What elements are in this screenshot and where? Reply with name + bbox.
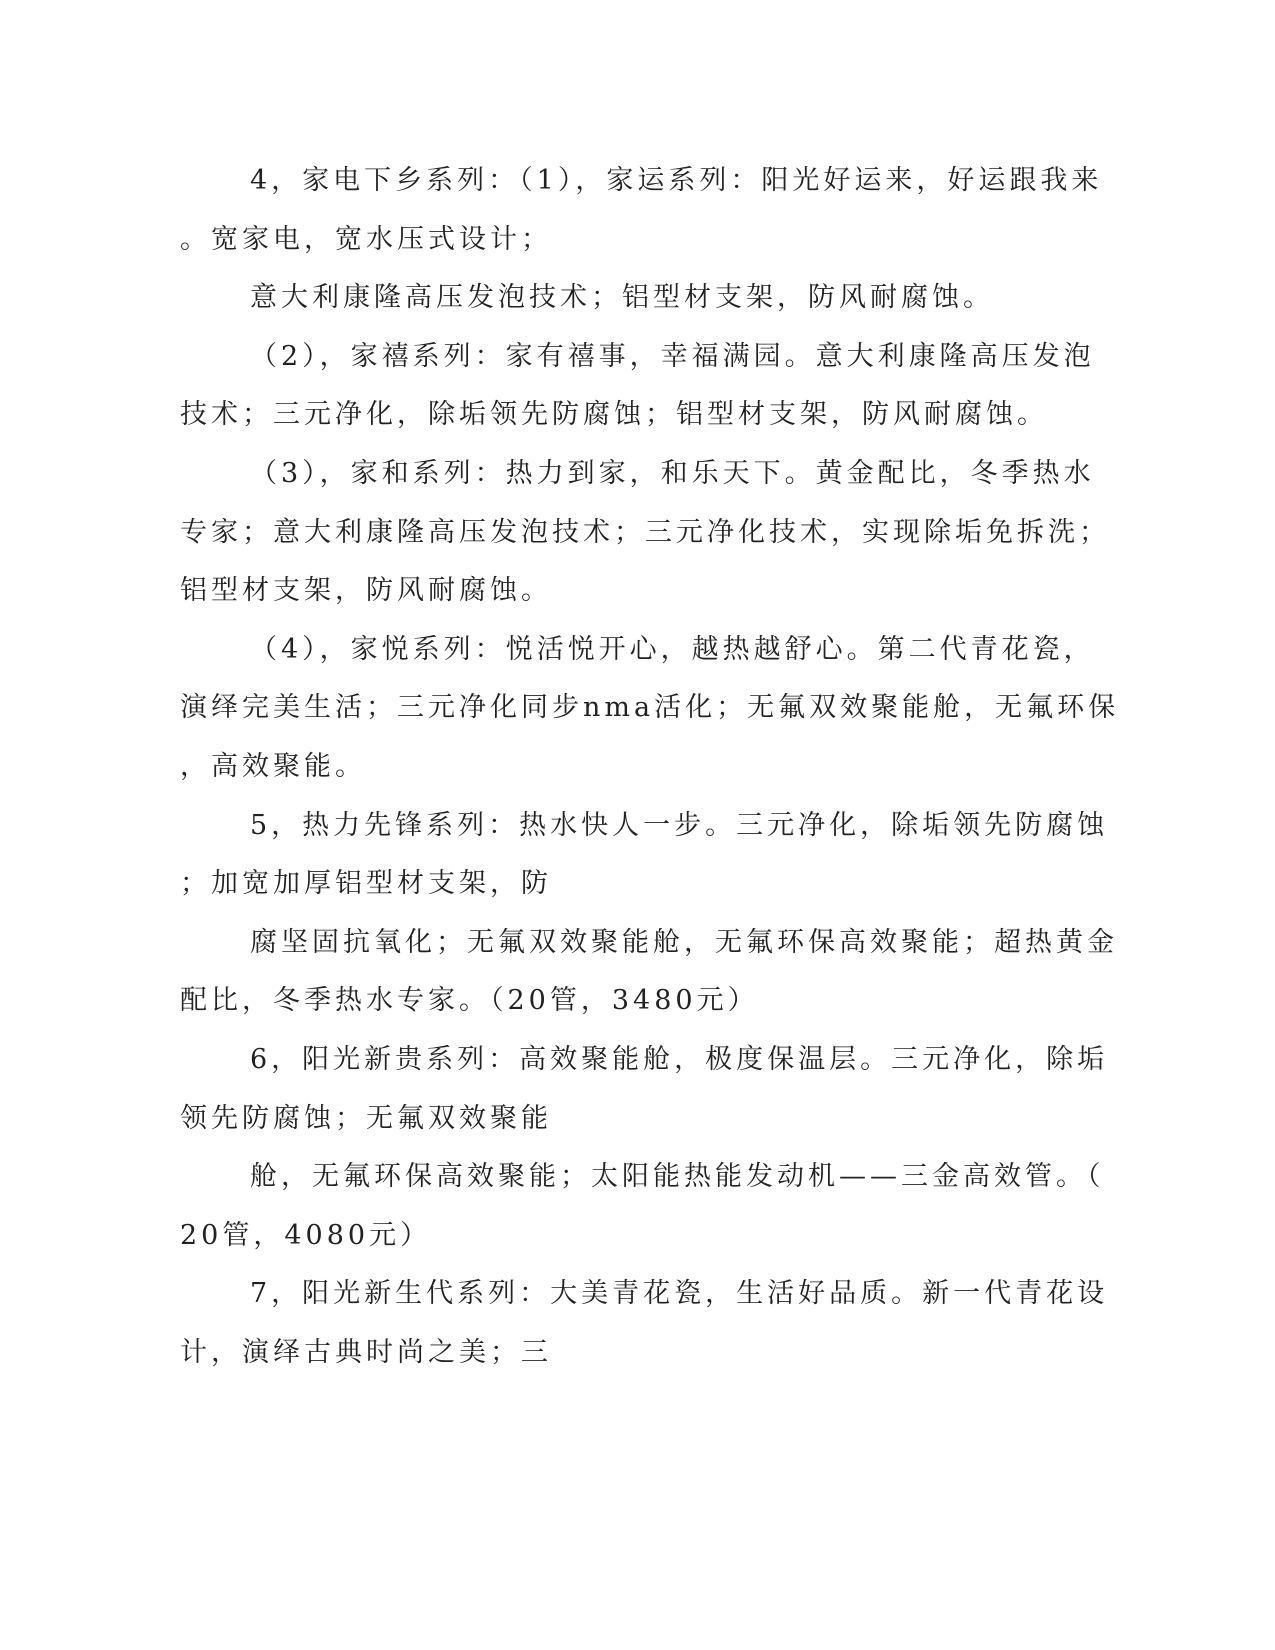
text-line: 4，家电下乡系列：（1），家运系列：阳光好运来，好运跟我来 (250, 165, 1103, 196)
text-line: （3），家和系列：热力到家，和乐天下。黄金配比，冬季热水 (250, 458, 1095, 489)
text-line: 。宽家电，宽水压式设计； (180, 224, 552, 255)
text-line: 6，阳光新贵系列：高效聚能舱，极度保温层。三元净化，除垢 (250, 1044, 1109, 1075)
text-line: 配比，冬季热水专家。（20管，3480元） (180, 985, 759, 1016)
text-line: 专家；意大利康隆高压发泡技术；三元净化技术，实现除垢免拆洗； (180, 517, 1110, 548)
text-line: 意大利康隆高压发泡技术；铝型材支架，防风耐腐蚀。 (250, 282, 994, 313)
text-line: ；加宽加厚铝型材支架，防 (180, 868, 552, 899)
text-line: 铝型材支架，防风耐腐蚀。 (180, 575, 552, 606)
text-line: 技术；三元净化，除垢领先防腐蚀；铝型材支架，防风耐腐蚀。 (180, 399, 1048, 430)
text-line: 7，阳光新生代系列：大美青花瓷，生活好品质。新一代青花设 (250, 1278, 1109, 1309)
text-line: 计，演绎古典时尚之美；三 (180, 1337, 552, 1368)
text-line: 20管，4080元） (180, 1220, 432, 1251)
text-line: （2），家禧系列：家有禧事，幸福满园。意大利康隆高压发泡 (250, 341, 1095, 372)
text-line: 舱，无氟环保高效聚能；太阳能热能发动机——三金高效管。（ (250, 1161, 1105, 1192)
text-line: （4），家悦系列：悦活悦开心，越热越舒心。第二代青花瓷， (250, 634, 1095, 665)
text-line: ，高效聚能。 (180, 751, 366, 782)
text-line: 演绎完美生活；三元净化同步nma活化；无氟双效聚能舱，无氟环保 (180, 692, 1120, 723)
text-line: 腐坚固抗氧化；无氟双效聚能舱，无氟环保高效聚能；超热黄金 (250, 927, 1118, 958)
text-line: 5，热力先锋系列：热水快人一步。三元净化，除垢领先防腐蚀 (250, 810, 1109, 841)
text-line: 领先防腐蚀；无氟双效聚能 (180, 1103, 552, 1134)
